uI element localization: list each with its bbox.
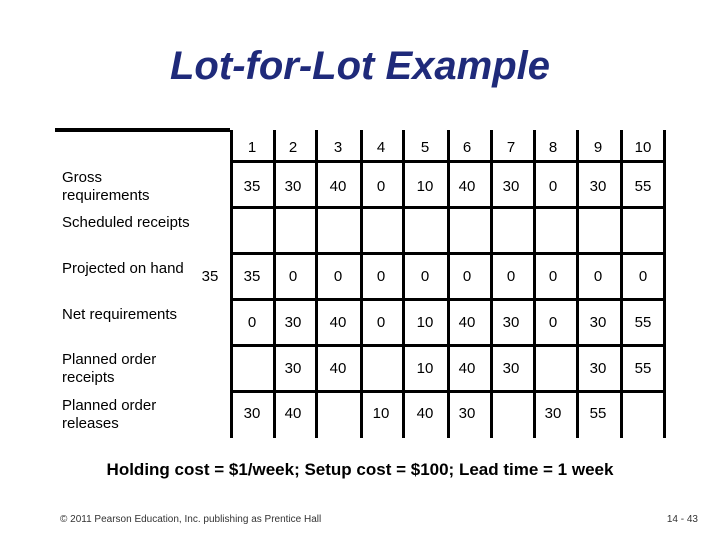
table-cell: 40 xyxy=(458,178,476,195)
row-divider xyxy=(232,298,665,301)
on-hand-value: 35 xyxy=(201,268,219,285)
table-cell: 30 xyxy=(243,405,261,422)
table-cell: 10 xyxy=(416,360,434,377)
table-cell: 35 xyxy=(243,178,261,195)
table-cell: 40 xyxy=(329,314,347,331)
period-header-cell: 9 xyxy=(593,139,603,156)
table-cell: 30 xyxy=(502,314,520,331)
table-cell: 0 xyxy=(462,268,472,285)
table-cell: 55 xyxy=(589,405,607,422)
row-divider xyxy=(232,344,665,347)
table-cell: 40 xyxy=(458,360,476,377)
copyright-notice: © 2011 Pearson Education, Inc. publishing as Prentice Hall xyxy=(60,514,322,525)
table-cell: 0 xyxy=(548,178,558,195)
table-cell: 30 xyxy=(502,360,520,377)
page-number: 14 - 43 xyxy=(666,514,698,525)
table-cell: 10 xyxy=(372,405,390,422)
period-header-cell: 8 xyxy=(548,139,558,156)
table-cell: 30 xyxy=(284,314,302,331)
table-cell: 0 xyxy=(288,268,298,285)
period-header-cell: 2 xyxy=(288,139,298,156)
table-cell: 55 xyxy=(634,178,652,195)
table-cell: 40 xyxy=(284,405,302,422)
table-cell: 0 xyxy=(548,268,558,285)
row-label-gross-requirements: Gross requirements xyxy=(62,169,150,204)
table-cell: 0 xyxy=(593,268,603,285)
table-cell: 35 xyxy=(243,268,261,285)
row-label-net-requirements: Net requirements xyxy=(62,306,178,323)
table-cell: 30 xyxy=(589,360,607,377)
row-divider xyxy=(232,206,665,209)
period-header-cell: 10 xyxy=(634,139,652,156)
table-cell: 0 xyxy=(420,268,430,285)
table-cell: 30 xyxy=(458,405,476,422)
table-cell: 0 xyxy=(638,268,648,285)
period-header-cell: 6 xyxy=(462,139,472,156)
table-cell: 0 xyxy=(506,268,516,285)
row-label-scheduled-receipts: Scheduled receipts xyxy=(62,214,190,231)
table-cell: 0 xyxy=(247,314,257,331)
table-cell: 10 xyxy=(416,178,434,195)
table-cell: 10 xyxy=(416,314,434,331)
period-header-cell: 4 xyxy=(376,139,386,156)
table-cell: 0 xyxy=(376,314,386,331)
table-cell: 30 xyxy=(502,178,520,195)
table-cell: 0 xyxy=(333,268,343,285)
table-cell: 40 xyxy=(329,360,347,377)
period-header-cell: 5 xyxy=(420,139,430,156)
row-divider xyxy=(232,390,665,393)
table-cell: 40 xyxy=(458,314,476,331)
table-cell: 55 xyxy=(634,314,652,331)
period-header-cell: 1 xyxy=(247,139,257,156)
cost-assumptions: Holding cost = $1/week; Setup cost = $100; Lead time = 1 week xyxy=(106,460,614,479)
slide-title: Lot-for-Lot Example xyxy=(170,44,550,88)
row-label-planned-order-releases: Planned order releases xyxy=(62,397,157,432)
table-cell: 0 xyxy=(376,178,386,195)
table-cell: 30 xyxy=(544,405,562,422)
period-header-cell: 3 xyxy=(333,139,343,156)
row-divider xyxy=(232,160,665,163)
table-cell: 30 xyxy=(589,178,607,195)
table-cell: 40 xyxy=(329,178,347,195)
table-cell: 30 xyxy=(284,360,302,377)
table-cell: 40 xyxy=(416,405,434,422)
table-cell: 0 xyxy=(548,314,558,331)
period-header-cell: 7 xyxy=(506,139,516,156)
row-label-planned-order-receipts: Planned order receipts xyxy=(62,351,157,386)
header-rule xyxy=(55,128,230,132)
table-cell: 30 xyxy=(284,178,302,195)
row-divider xyxy=(232,252,665,255)
table-cell: 0 xyxy=(376,268,386,285)
table-cell: 30 xyxy=(589,314,607,331)
table-cell: 55 xyxy=(634,360,652,377)
row-label-projected-on-hand: Projected on hand xyxy=(62,260,184,277)
